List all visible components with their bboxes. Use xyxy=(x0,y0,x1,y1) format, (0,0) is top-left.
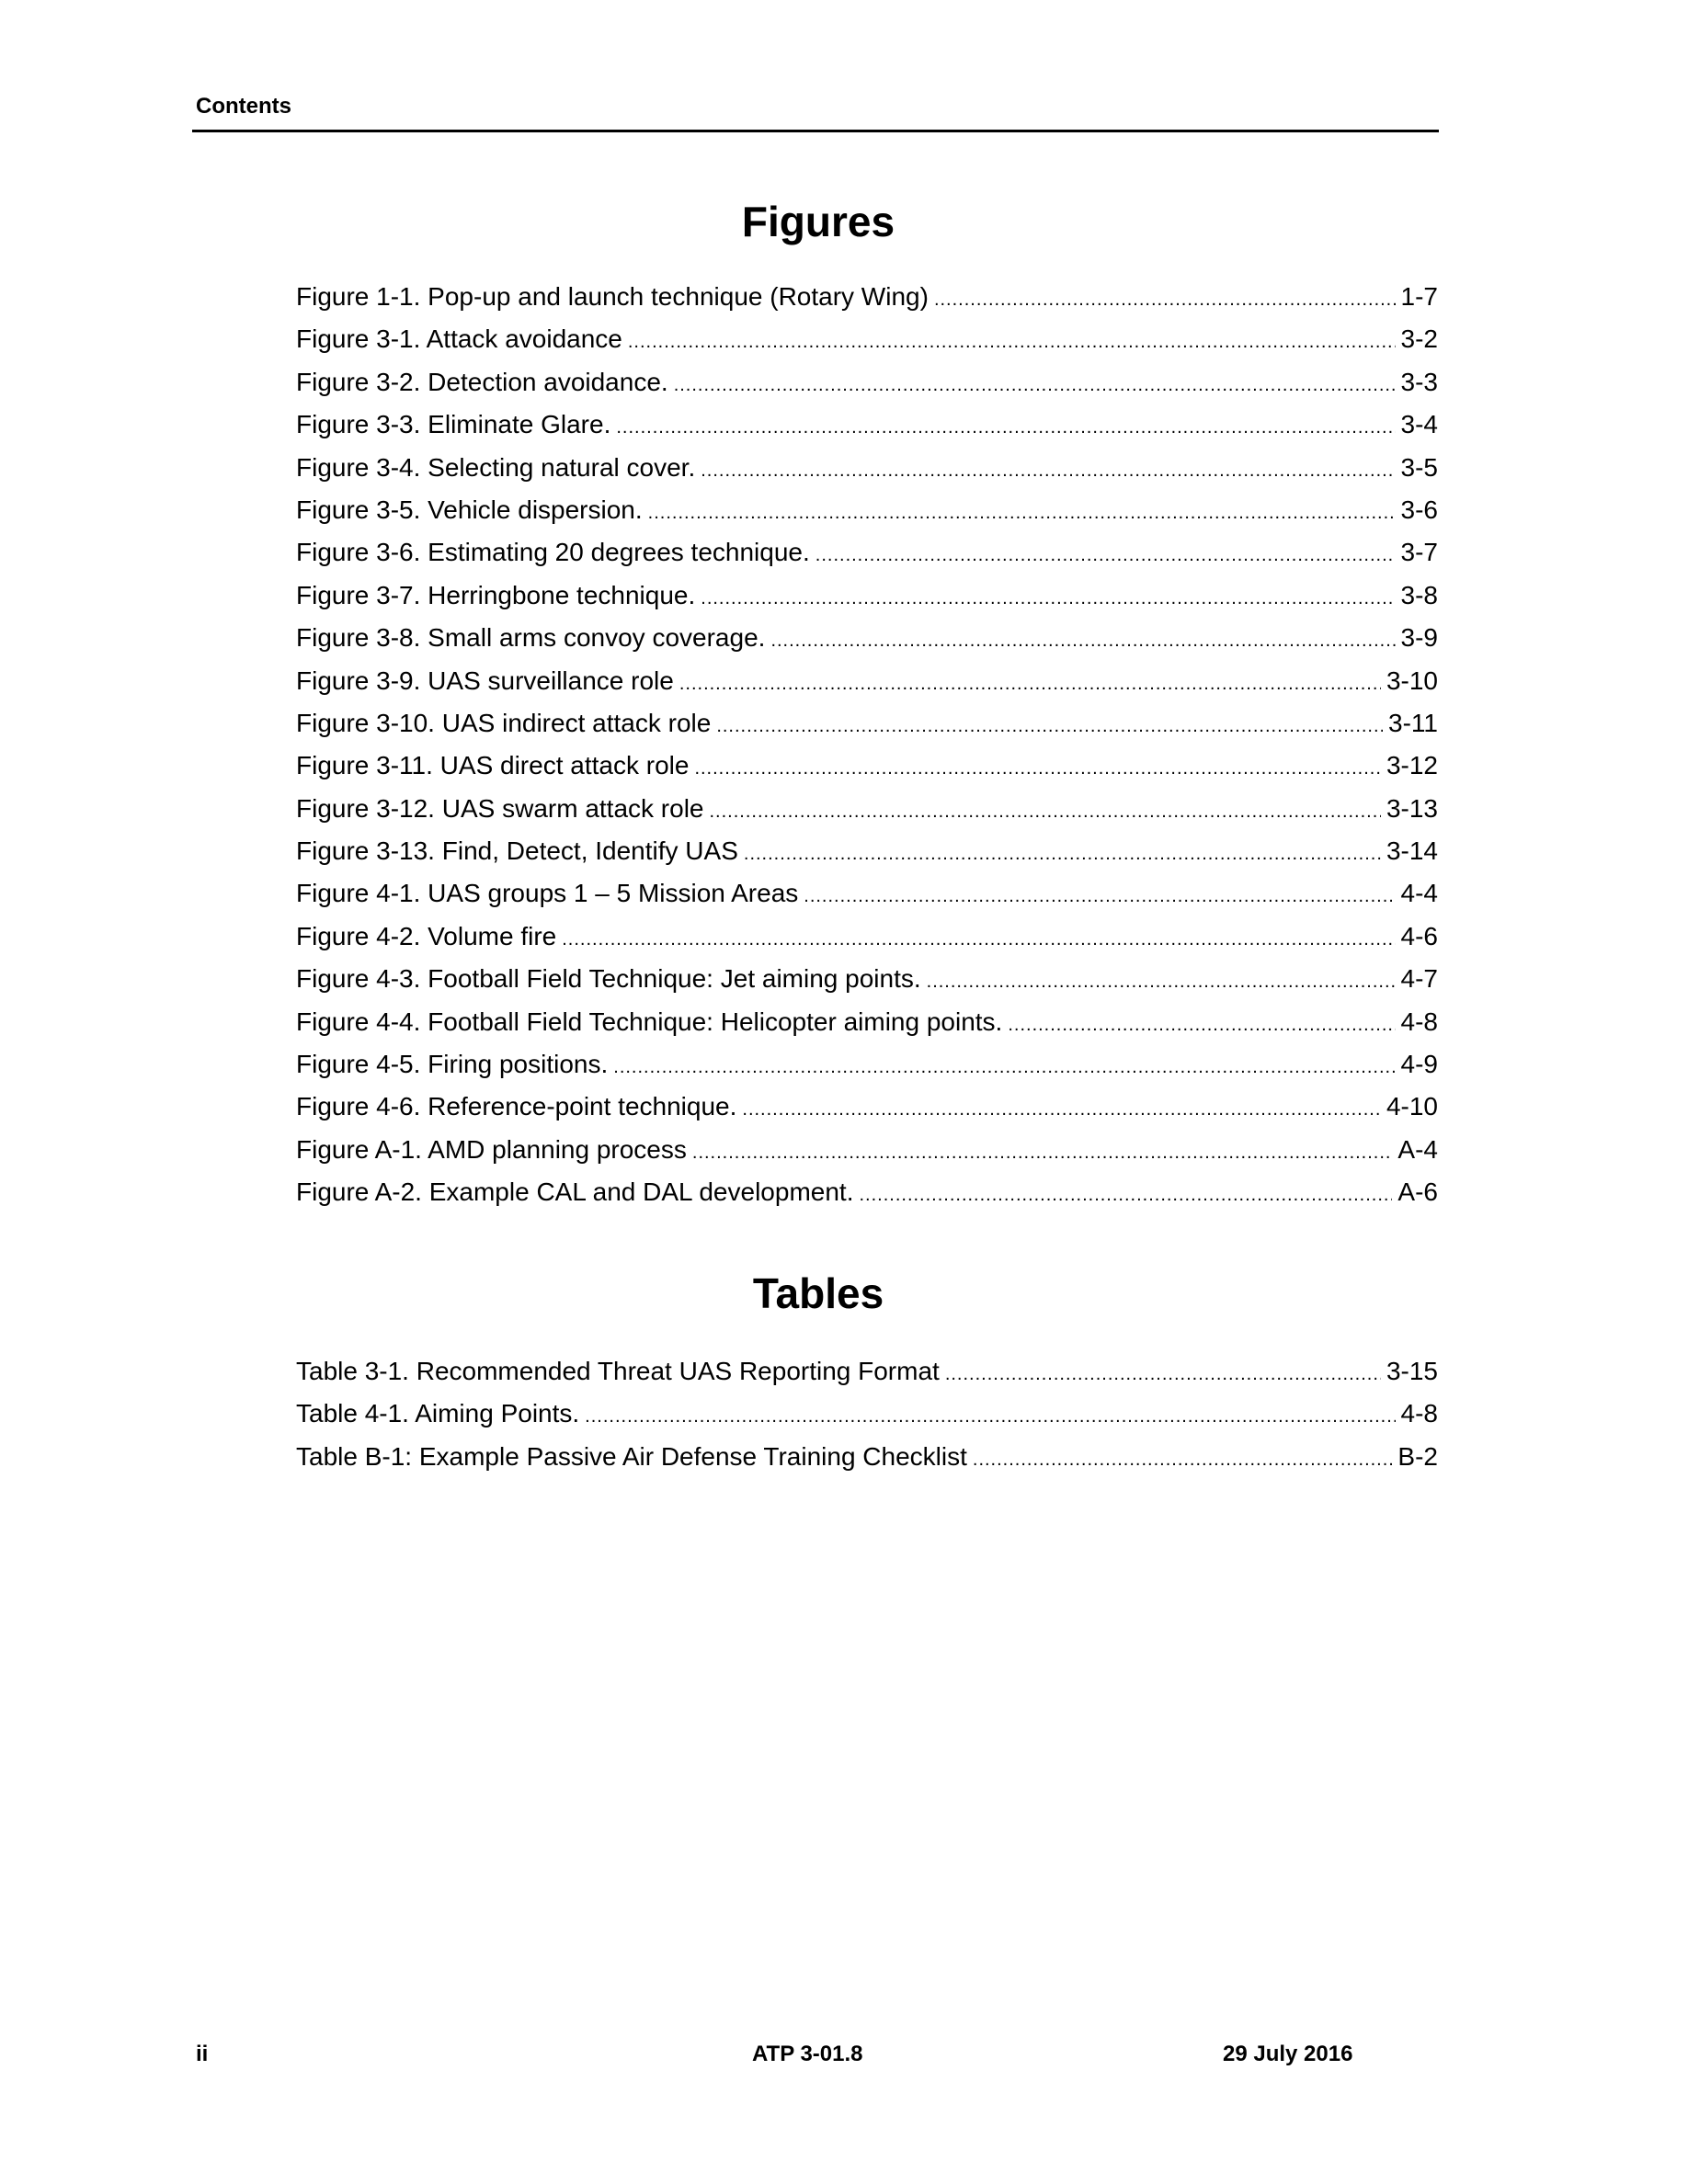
toc-entry-title: Figure 3-2. Detection avoidance. xyxy=(296,367,668,396)
dot-leader xyxy=(613,1056,1395,1078)
toc-entry-page: 3-2 xyxy=(1400,324,1438,354)
toc-entry-title: Figure 1-1. Pop-up and launch technique (Rotary Wing) xyxy=(296,282,929,311)
toc-entry-title: Figure 3-4. Selecting natural cover. xyxy=(296,452,696,482)
tables-list xyxy=(296,1356,1438,1484)
toc-entry[interactable] xyxy=(296,1049,1438,1091)
toc-entry[interactable] xyxy=(296,1398,1438,1440)
toc-entry-page: 4-9 xyxy=(1400,1050,1438,1079)
toc-entry[interactable] xyxy=(296,1091,1438,1133)
toc-entry[interactable] xyxy=(296,409,1438,451)
toc-entry-title: Figure 3-1. Attack avoidance xyxy=(296,324,622,354)
footer-document-id: ATP 3-01.8 xyxy=(752,2042,863,2066)
toc-entry-page: 3-3 xyxy=(1400,367,1438,396)
toc-entry[interactable] xyxy=(296,1356,1438,1398)
toc-entry-page: A-6 xyxy=(1397,1177,1438,1207)
dot-leader xyxy=(770,630,1395,652)
toc-entry-title: Figure 4-4. Football Field Technique: Helicopter aiming points. xyxy=(296,1007,1003,1036)
dot-leader xyxy=(744,843,1381,865)
toc-entry-title: Table B-1: Example Passive Air Defense Training Checklist xyxy=(296,1441,967,1471)
toc-entry[interactable] xyxy=(296,537,1438,579)
dot-leader xyxy=(701,587,1395,609)
toc-entry-title: Figure 3-3. Eliminate Glare. xyxy=(296,410,611,439)
toc-entry-title: Figure A-1. AMD planning process xyxy=(296,1134,687,1164)
toc-entry-page: 4-7 xyxy=(1400,964,1438,994)
dot-leader xyxy=(562,928,1395,950)
toc-entry-page: 3-8 xyxy=(1400,580,1438,609)
dot-leader xyxy=(710,801,1381,823)
figures-list xyxy=(296,281,1438,1220)
toc-entry[interactable] xyxy=(296,622,1438,665)
toc-entry-title: Figure 3-7. Herringbone technique. xyxy=(296,580,696,609)
toc-entry[interactable] xyxy=(296,921,1438,963)
dot-leader xyxy=(804,885,1395,907)
toc-entry-page: 3-7 xyxy=(1400,538,1438,567)
toc-entry-title: Figure 3-11. UAS direct attack role xyxy=(296,751,690,780)
dot-leader xyxy=(927,971,1396,993)
toc-entry-page: 4-8 xyxy=(1400,1399,1438,1428)
toc-entry-title: Figure A-2. Example CAL and DAL development. xyxy=(296,1177,854,1207)
toc-entry-title: Table 4-1. Aiming Points. xyxy=(296,1399,580,1428)
toc-entry-page: B-2 xyxy=(1397,1441,1438,1471)
toc-entry[interactable] xyxy=(296,1177,1438,1219)
toc-entry-page: 4-4 xyxy=(1400,879,1438,908)
dot-leader xyxy=(701,460,1395,482)
toc-entry-title: Figure 4-6. Reference-point technique. xyxy=(296,1092,737,1121)
toc-entry-title: Figure 3-9. UAS surveillance role xyxy=(296,665,674,695)
toc-entry-page: 3-13 xyxy=(1386,793,1438,823)
toc-entry-title: Table 3-1. Recommended Threat UAS Reporting Format xyxy=(296,1357,940,1385)
toc-entry[interactable] xyxy=(296,580,1438,622)
toc-entry-title: Figure 4-1. UAS groups 1 – 5 Mission Areas xyxy=(296,879,799,908)
dot-leader xyxy=(973,1449,1393,1471)
dot-leader xyxy=(815,544,1396,566)
dot-leader xyxy=(692,1142,1393,1164)
dot-leader xyxy=(628,331,1396,353)
dot-leader xyxy=(859,1184,1392,1206)
toc-entry[interactable] xyxy=(296,878,1438,920)
footer-date: 29 July 2016 xyxy=(1223,2042,1353,2066)
dot-leader xyxy=(679,673,1381,695)
toc-entry[interactable] xyxy=(296,324,1438,366)
toc-entry-title: Figure 3-10. UAS indirect attack role xyxy=(296,708,712,737)
toc-entry-title: Figure 3-5. Vehicle dispersion. xyxy=(296,495,643,524)
toc-entry-page: A-4 xyxy=(1397,1134,1438,1164)
dot-leader xyxy=(1008,1014,1395,1036)
dot-leader xyxy=(585,1405,1395,1428)
dot-leader xyxy=(616,416,1395,438)
toc-entry-page: 3-4 xyxy=(1400,410,1438,439)
toc-entry-page: 3-5 xyxy=(1400,452,1438,482)
tables-heading: Tables xyxy=(752,1269,884,1317)
toc-entry[interactable] xyxy=(296,1441,1438,1484)
figures-heading: Figures xyxy=(741,198,895,245)
toc-entry-page: 3-6 xyxy=(1400,495,1438,524)
dot-leader xyxy=(742,1098,1381,1120)
toc-entry[interactable] xyxy=(296,281,1438,324)
toc-entry[interactable] xyxy=(296,495,1438,537)
toc-entry-page: 1-7 xyxy=(1400,282,1438,311)
toc-entry-title: Figure 4-2. Volume fire xyxy=(296,921,557,950)
toc-entry-page: 3-9 xyxy=(1400,623,1438,653)
toc-entry[interactable] xyxy=(296,367,1438,409)
dot-leader xyxy=(716,715,1383,737)
toc-entry-page: 3-10 xyxy=(1386,665,1438,695)
running-header: Contents xyxy=(196,94,291,119)
toc-entry[interactable] xyxy=(296,452,1438,495)
toc-entry-page: 4-8 xyxy=(1400,1007,1438,1036)
toc-entry[interactable] xyxy=(296,963,1438,1006)
toc-entry-page: 4-6 xyxy=(1400,921,1438,950)
toc-entry-page: 3-11 xyxy=(1388,708,1438,737)
dot-leader xyxy=(945,1363,1381,1385)
toc-entry-page: 3-14 xyxy=(1386,836,1438,866)
toc-entry[interactable] xyxy=(296,708,1438,750)
toc-entry[interactable] xyxy=(296,1007,1438,1049)
dot-leader xyxy=(694,757,1381,779)
toc-entry-title: Figure 3-12. UAS swarm attack role xyxy=(296,793,704,823)
header-rule xyxy=(192,130,1439,132)
toc-entry[interactable] xyxy=(296,836,1438,878)
toc-entry[interactable] xyxy=(296,1134,1438,1177)
toc-entry-title: Figure 3-13. Find, Detect, Identify UAS xyxy=(296,836,738,866)
dot-leader xyxy=(674,374,1396,396)
toc-entry-page: 3-15 xyxy=(1386,1357,1438,1385)
toc-entry-title: Figure 3-8. Small arms convoy coverage. xyxy=(296,623,766,653)
toc-entry-title: Figure 4-3. Football Field Technique: Jet aiming points. xyxy=(296,964,921,994)
toc-entry-page: 4-10 xyxy=(1386,1092,1438,1121)
toc-entry[interactable] xyxy=(296,793,1438,836)
dot-leader xyxy=(934,289,1396,311)
footer-page-number: ii xyxy=(196,2042,209,2066)
dot-leader xyxy=(648,502,1396,524)
toc-entry[interactable] xyxy=(296,665,1438,708)
toc-entry-title: Figure 3-6. Estimating 20 degrees technique. xyxy=(296,538,810,567)
toc-entry-title: Figure 4-5. Firing positions. xyxy=(296,1050,609,1079)
toc-entry[interactable] xyxy=(296,750,1438,792)
toc-entry-page: 3-12 xyxy=(1386,751,1438,780)
